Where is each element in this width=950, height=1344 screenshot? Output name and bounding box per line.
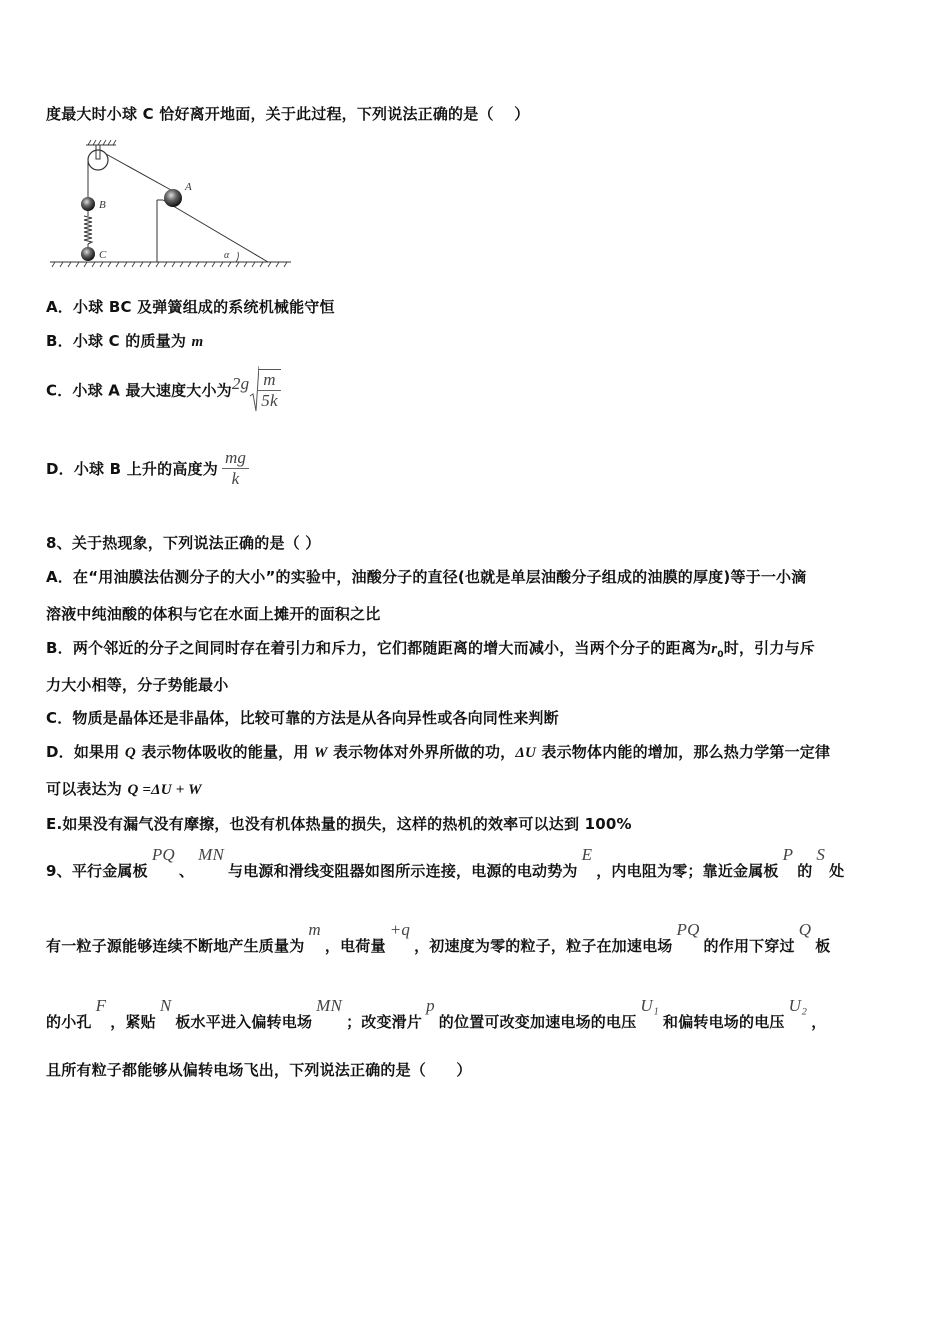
label-B: B xyxy=(99,199,106,211)
label-C: C xyxy=(99,249,107,261)
q8-option-c[interactable]: C．物质是晶体还是非晶体，比较可靠的方法是从各向异性或各向同性来判断 xyxy=(46,709,559,727)
q7-stem: 度最大时小球 C 恰好离开地面，关于此过程，下列说法正确的是（ ） xyxy=(46,105,530,123)
q9-line-2: 有一粒子源能够连续不断地产生质量为m，电荷量+q，初速度为零的粒子，粒子在加速电场PQ的作用下穿过Q板 xyxy=(46,920,831,955)
q8-option-d-line2[interactable]: 可以表达为 Q =ΔU + W xyxy=(46,780,202,798)
sqrt-expression: $\frac{m}{5k}$ xyxy=(249,366,280,414)
coef-2g: 2g xyxy=(231,374,250,393)
q7-option-c[interactable]: C．小球 A 最大速度大小为2g $\frac{m}{5k}$ xyxy=(46,366,281,414)
fraction-mg-over-k: $\frac{mg}{k}$ xyxy=(222,448,249,489)
q7-option-d[interactable]: D．小球 B 上升的高度为 $\frac{mg}{k}$ xyxy=(46,448,249,489)
q8-option-a-line2[interactable]: 溶液中纯油酸的体积与它在水面上摊开的面积之比 xyxy=(46,605,381,623)
q8-option-e[interactable]: E.如果没有漏气没有摩擦，也没有机体热量的损失，这样的热机的效率可以达到 100% xyxy=(46,815,632,833)
pulley-incline-diagram xyxy=(46,138,296,270)
q9-line-3: 的小孔F，紧贴N板水平进入偏转电场MN；改变滑片p的位置可改变加速电场的电压U₁和偏转电场的电压U₂， xyxy=(46,996,827,1031)
q8-option-d-line1[interactable]: D．如果用 Q 表示物体吸收的能量，用 W 表示物体对外界所做的功，ΔU 表示物体内能的增加，那么热力学第一定律 xyxy=(46,743,831,761)
label-alpha: α xyxy=(224,250,230,261)
q8-stem: 8、关于热现象，下列说法正确的是（ ） xyxy=(46,534,321,552)
q8-option-a-line1[interactable]: A．在“用油膜法估测分子的大小”的实验中，油酸分子的直径(也就是单层油酸分子组成的油膜的厚度)等于一小滴 xyxy=(46,568,807,586)
label-A: A xyxy=(185,181,192,193)
q9-line-4: 且所有粒子都能够从偏转电场飞出，下列说法正确的是（ ） xyxy=(46,1061,472,1079)
q8-option-b-line2[interactable]: 力大小相等，分子势能最小 xyxy=(46,676,229,694)
q8-option-b-line1[interactable]: B．两个邻近的分子之间同时存在着引力和斥力，它们都随距离的增大而减小，当两个分子的距离为$r_0$时，引力与斥 xyxy=(46,639,815,660)
q9-line-1: 9、平行金属板PQ、MN与电源和滑线变阻器如图所示连接，电源的电动势为E，内电阻为零；靠近金属板P的S处 xyxy=(46,845,845,880)
q7-option-a[interactable]: A．小球 BC 及弹簧组成的系统机械能守恒 xyxy=(46,298,335,316)
q7-option-b[interactable]: B．小球 C 的质量为 m xyxy=(46,332,204,350)
